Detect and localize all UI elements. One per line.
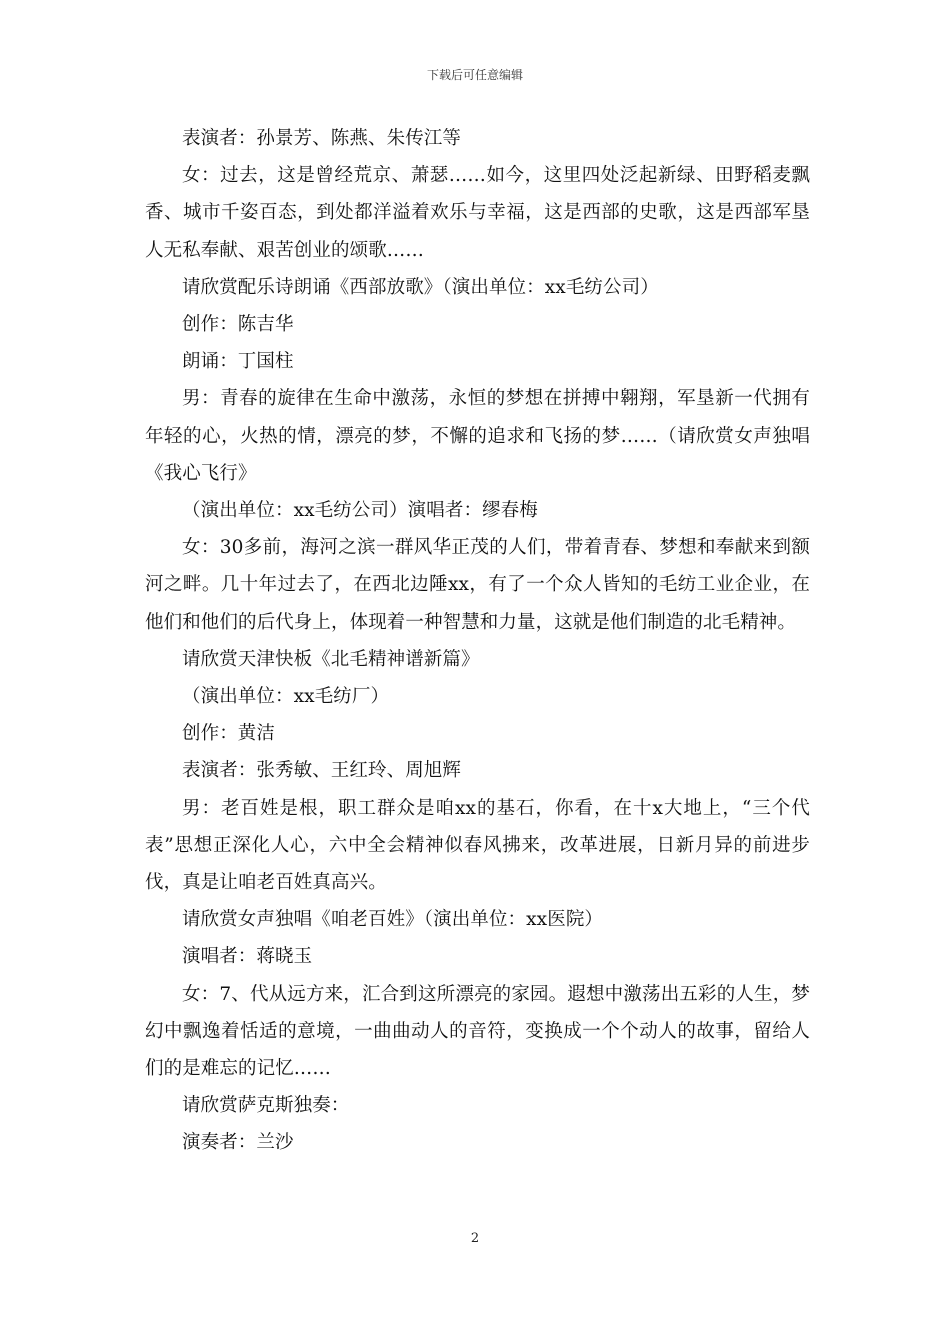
paragraph-program-sax: 请欣赏萨克斯独奏： — [182, 1095, 350, 1117]
paragraph-reciter: 朗诵：丁国柱 — [182, 351, 294, 373]
paragraph-author-1: 创作：陈吉华 — [182, 314, 294, 336]
paragraph-program-song: 请欣赏女声独唱《咱老百姓》（演出单位：xx医院） — [182, 909, 604, 931]
paragraph-male-host-1: 男：青春的旋律在生命中激荡，永恒的梦想在拼搏中翱翔，军垦新一代拥有年轻的心，火热的情，漂亮的梦，不懈的追求和飞扬的梦……（请欣赏女声独唱《我心飞行》 — [145, 388, 810, 484]
paragraph-female-host-2: 女：30多前，海河之滨一群风华正茂的人们，带着青春、梦想和奉献来到额河之畔。几十年过去了，在西北边陲xx，有了一个众人皆知的毛纺工业企业，在他们和他们的后代身上，体现着一种智慧和力量，这就是他们制造的北毛精神。 — [145, 537, 810, 633]
paragraph-player: 演奏者：兰沙 — [182, 1132, 294, 1154]
paragraph-program-poem: 请欣赏配乐诗朗诵《西部放歌》（演出单位：xx毛纺公司） — [182, 276, 659, 298]
paragraph-female-host-1: 女：过去，这是曾经荒京、萧瑟……如今，这里四处泛起新绿、田野稻麦飘香、城市千姿百态，到处都洋溢着欢乐与幸福，这是西部的史歌，这是西部军垦人无私奉献、艰苦创业的颂歌…… — [145, 165, 810, 261]
paragraph-singer-1: （演出单位：xx毛纺公司）演唱者：缪春梅 — [182, 500, 538, 522]
page-number: 2 — [470, 1231, 480, 1246]
paragraph-female-host-3: 女：7、代从远方来，汇合到这所漂亮的家园。遐想中激荡出五彩的人生，梦幻中飘逸着恬适的意境，一曲曲动人的音符，变换成一个个动人的故事，留给人们的是难忘的记忆…… — [145, 983, 810, 1080]
paragraph-performers-2: 表演者：张秀敏、王红玲、周旭辉 — [182, 760, 462, 782]
document-body — [145, 120, 810, 1162]
page-header-note: 下载后可任意编辑 — [426, 68, 523, 82]
paragraph-unit: （演出单位：xx毛纺厂） — [182, 686, 390, 708]
paragraph-program-kuaiban: 请欣赏天津快板《北毛精神谱新篇》 — [182, 648, 480, 670]
paragraph-singer-2: 演唱者：蒋晓玉 — [182, 946, 313, 968]
paragraph-male-host-2: 男：老百姓是根，职工群众是咱xx的基石，你看，在十x大地上，“三个代表”思想正深化人心，六中全会精神似春风拂来，改革进展，日新月异的前进步伐，真是让咱老百姓真高兴。 — [145, 797, 810, 894]
paragraph-performers-1: 表演者：孙景芳、陈燕、朱传江等 — [182, 128, 462, 149]
paragraph-author-2: 创作：黄洁 — [182, 723, 276, 745]
